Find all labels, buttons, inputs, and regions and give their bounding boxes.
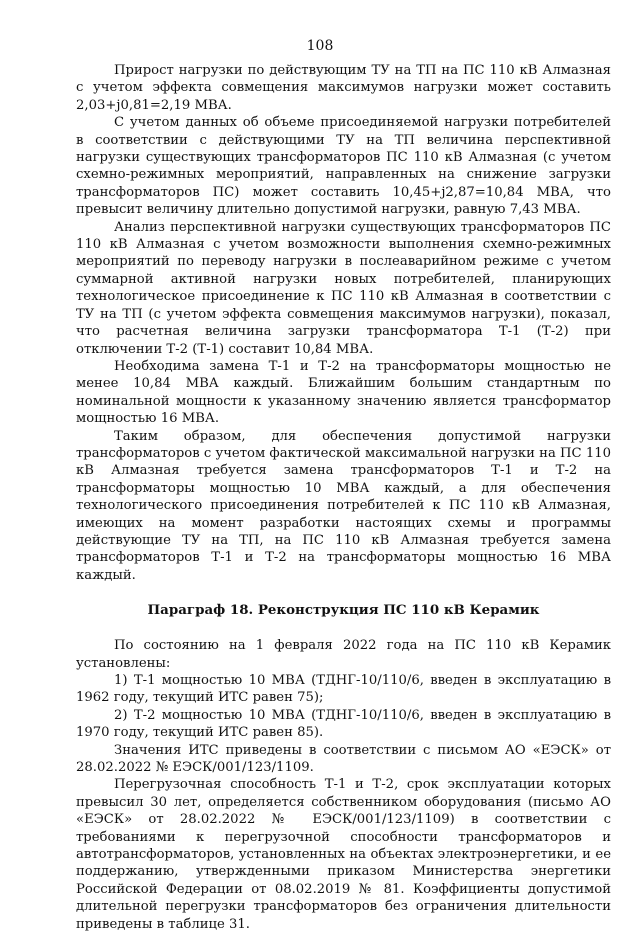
paragraph: Необходима замена Т-1 и Т-2 на трансформаторы мощностью не менее 10,84 МВА каждый. Ближайшим большим стандартным по номинальной мощности к указанному значению является трансформатор мощностью 16 МВА. (76, 358, 611, 427)
page-content (76, 62, 611, 933)
paragraph: Анализ перспективной нагрузки существующих трансформаторов ПС 110 кВ Алмазная с учетом возможности выполнения схемно-режимных мероприятий по переводу нагрузки в послеаварийном режиме с учетом суммарной активной нагрузки новых потребителей, планирующих технологическое присоединение к ПС 110 кВ Алмазная в соответствии с ТУ на ТП (с учетом эффекта совмещения максимумов нагрузки), показал, что расчетная величина загрузки трансформатора Т-1 (Т-2) при отключении Т-2 (Т-1) составит 10,84 МВА. (76, 219, 611, 357)
paragraph: С учетом данных об объеме присоединяемой нагрузки потребителей в соответствии с действующими ТУ на ТП величина перспективной нагрузки существующих трансформаторов ПС 110 кВ Алмазная (с учетом схемно-режимных мероприятий, направленных на снижение загрузки трансформаторов ПС) может составить 10,45+j2,87=10,84 МВА, что превысит величину длительно допустимой нагрузки, равную 7,43 МВА. (76, 115, 611, 218)
paragraph: Прирост нагрузки по действующим ТУ на ТП на ПС 110 кВ Алмазная с учетом эффекта совмещения максимумов нагрузки может составить 2,03+j0,81=2,19 МВА. (76, 63, 611, 113)
paragraph: Таким образом, для обеспечения допустимой нагрузки трансформаторов с учетом фактической максимальной нагрузки на ПС 110 кВ Алмазная требуется замена трансформаторов Т-1 и Т-2 на трансформаторы мощностью 10 МВА каждый, а для обеспечения технологического присоединения потребителей к ПС 110 кВ Алмазная, имеющих на момент разработки настоящих схемы и программы действующие ТУ на ТП, на ПС 110 кВ Алмазная требуется замена трансформаторов Т-1 и Т-2 на трансформаторы мощностью 16 МВА каждый. (76, 428, 611, 583)
list-item: 2) Т-2 мощностью 10 МВА (ТДНГ-10/110/6, введен в эксплуатацию в 1970 году, текущий ИТС равен 85). (76, 707, 611, 741)
paragraph: По состоянию на 1 февраля 2022 года на ПС 110 кВ Керамик установлены: (76, 638, 611, 671)
section-heading: Параграф 18. Реконструкция ПС 110 кВ Керамик (147, 602, 540, 619)
page-number: 108 (306, 38, 334, 54)
paragraph: Значения ИТС приведены в соответствии с письмом АО «ЕЭСК» от 28.02.2022 № ЕЭСК/001/123/1109. (76, 742, 611, 776)
list-item: 1) Т-1 мощностью 10 МВА (ТДНГ-10/110/6, введен в эксплуатацию в 1962 году, текущий ИТС равен 75); (76, 673, 611, 706)
paragraph: Перегрузочная способность Т-1 и Т-2, срок эксплуатации которых превысил 30 лет, определяется собственником оборудования (письмо АО «ЕЭСК» от 28.02.2022 № ЕЭСК/001/123/1109) в соответствии с требованиями к перегрузочной способности трансформаторов и автотрансформаторов, установленных на объектах электроэнергетики, и ее поддержанию, утвержденными приказом Министерства энергетики Российской Федерации от 08.02.2019 № 81. Коэффициенты допустимой длительной перегрузки трансформаторов без ограничения длительности приведены в таблице 31. (76, 777, 611, 932)
